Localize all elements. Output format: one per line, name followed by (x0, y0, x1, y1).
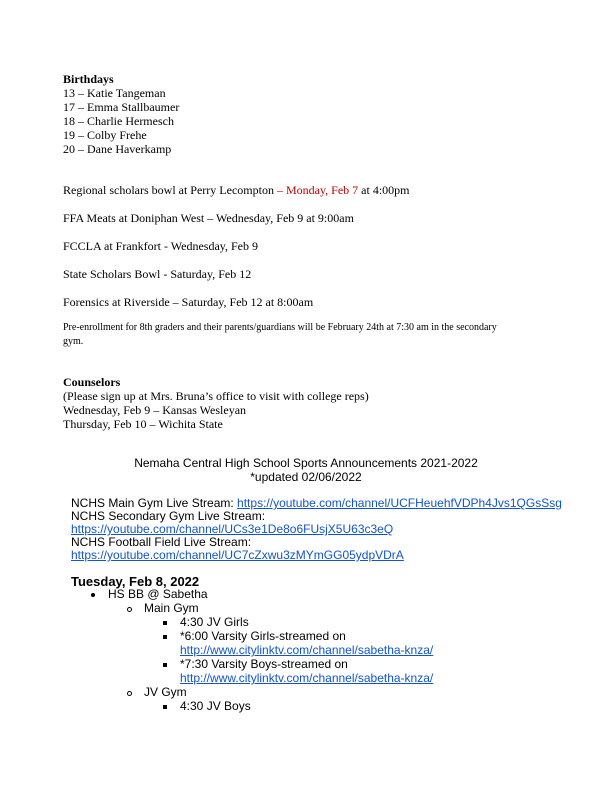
birthday-item: 19 – Colby Frehe (63, 128, 147, 142)
event-ffa-meats: FFA Meats at Doniphan West – Wednesday, Feb 9 at 9:00am (63, 211, 354, 225)
football-stream-link[interactable]: https://youtube.com/channel/UC7cZxwu3zMYmGG05ydpVDrA (71, 548, 404, 562)
secondary-gym-stream (71, 522, 393, 536)
pre-enrollment-note: Pre-enrollment for 8th graders and their parents/guardians will be February 24th at 7:30 am in the secondary gym. (63, 322, 497, 347)
main-gym-label: Main Gym (144, 601, 199, 615)
event-regional-time: at 4:00pm (358, 183, 410, 197)
sports-updated: *updated 02/06/2022 (250, 470, 362, 484)
square-bullet-icon (163, 635, 167, 639)
event-forensics: Forensics at Riverside – Saturday, Feb 12 at 8:00am (63, 295, 314, 309)
birthdays-list (63, 86, 179, 156)
event-regional-prefix: Regional scholars bowl at Perry Lecompton (63, 183, 277, 197)
circle-bullet-icon (127, 607, 132, 612)
game-time-item: 4:30 JV Boys (180, 699, 251, 713)
secondary-gym-stream-link[interactable]: https://youtube.com/channel/UCs3e1De8o6FUsjX5U63c3eQ (71, 522, 394, 536)
disc-bullet-icon (91, 593, 95, 597)
citylink-stream-link[interactable]: http://www.citylinktv.com/channel/sabetha-knza/ (180, 671, 434, 685)
square-bullet-icon (163, 663, 167, 667)
birthday-item: 13 – Katie Tangeman (63, 86, 166, 100)
counselors-heading: Counselors (63, 375, 121, 389)
square-bullet-icon (163, 705, 167, 709)
counselor-visit: Thursday, Feb 10 – Wichita State (63, 417, 223, 431)
game-stream-url (180, 671, 433, 685)
birthday-item: 17 – Emma Stallbaumer (63, 100, 180, 114)
main-gym-stream (71, 496, 562, 510)
game-time-item: 4:30 JV Girls (180, 615, 249, 629)
counselor-visit: Wednesday, Feb 9 – Kansas Wesleyan (63, 403, 247, 417)
citylink-stream-link[interactable]: http://www.citylinktv.com/channel/sabetha-knza/ (180, 643, 434, 657)
birthday-item: 20 – Dane Haverkamp (63, 142, 172, 156)
sports-title: Nemaha Central High School Sports Announcements 2021-2022 (134, 456, 478, 470)
jv-gym-label: JV Gym (144, 685, 187, 699)
birthday-item: 18 – Charlie Hermesch (63, 114, 174, 128)
game-time-item: *7:30 Varsity Boys-streamed on (180, 657, 348, 671)
secondary-gym-stream-label: NCHS Secondary Gym Live Stream: (71, 509, 266, 523)
square-bullet-icon (163, 621, 167, 625)
football-stream (71, 548, 404, 562)
main-gym-stream-label: NCHS Main Gym Live Stream: (71, 496, 238, 510)
event-regional-scholars-bowl (63, 183, 410, 197)
event-state-scholars-bowl: State Scholars Bowl - Saturday, Feb 12 (63, 267, 252, 281)
football-stream-label: NCHS Football Field Live Stream: (71, 535, 252, 549)
event-regional-date: – Monday, Feb 7 (276, 183, 359, 197)
day-title: Tuesday, Feb 8, 2022 (71, 574, 200, 589)
birthdays-heading: Birthdays (63, 72, 114, 86)
main-gym-stream-link[interactable]: https://youtube.com/channel/UCFHeuehfVDPh4Jvs1QGsSsg (237, 496, 562, 510)
game-event: HS BB @ Sabetha (108, 587, 208, 601)
counselors-note: (Please sign up at Mrs. Bruna’s office to visit with college reps) (63, 389, 369, 403)
game-time-item: *6:00 Varsity Girls-streamed on (180, 629, 346, 643)
game-stream-url (180, 643, 433, 657)
circle-bullet-icon (127, 691, 132, 696)
event-fccla: FCCLA at Frankfort - Wednesday, Feb 9 (63, 239, 259, 253)
